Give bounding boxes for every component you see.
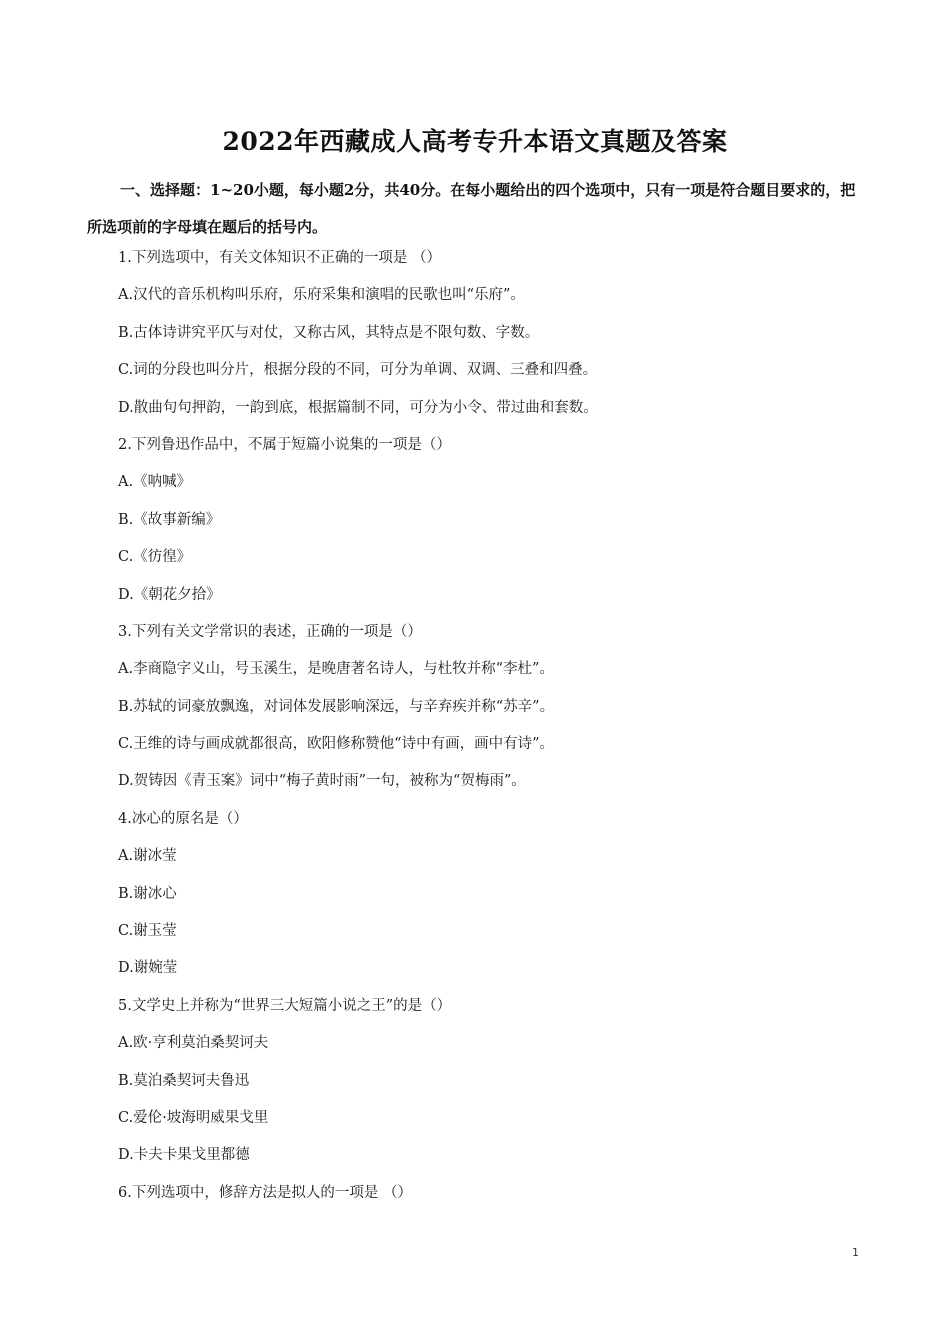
question-list (118, 244, 878, 1216)
answer-option: B.《故事新编》 (118, 511, 221, 528)
answer-option: A.汉代的音乐机构叫乐府，乐府采集和演唱的民歌也叫“乐府”。 (118, 287, 525, 304)
question-stem: 2.下列鲁迅作品中，不属于短篇小说集的一项是（） (118, 436, 451, 453)
question-stem: 5.文学史上并称为“世界三大短篇小说之王”的是（） (118, 997, 452, 1014)
answer-option: D.散曲句句押韵，一韵到底，根据篇制不同，可分为小令、带过曲和套数。 (118, 399, 598, 416)
answer-option: A.欧·亨利莫泊桑契诃夫 (118, 1035, 269, 1052)
answer-option: C.谢玉莹 (118, 923, 177, 940)
answer-option: D.贺铸因《青玉案》词中“梅子黄时雨”一句，被称为“贺梅雨”。 (118, 773, 526, 790)
question-stem: 4.冰心的原名是（） (118, 810, 248, 827)
answer-option: D.卡夫卡果戈里都德 (118, 1147, 250, 1164)
answer-option: C.《彷徨》 (118, 549, 192, 566)
answer-option: B.古体诗讲究平仄与对仗，又称古风，其特点是不限句数、字数。 (118, 324, 540, 341)
answer-option: A.《呐喊》 (118, 474, 192, 491)
answer-option: A.谢冰莹 (118, 848, 177, 865)
question-stem: 1.下列选项中，有关文体知识不正确的一项是 （） (118, 250, 441, 266)
answer-option: B.莫泊桑契诃夫鲁迅 (118, 1072, 250, 1089)
answer-option: C.词的分段也叫分片，根据分段的不同，可分为单调、双调、三叠和四叠。 (118, 362, 598, 379)
answer-option: B.苏轼的词豪放飘逸，对词体发展影响深远，与辛弃疾并称“苏辛”。 (118, 698, 555, 715)
answer-option: D.谢婉莹 (118, 960, 178, 977)
page-title: 2022年西藏成人高考专升本语文真题及答案 (222, 127, 728, 156)
page-number: 1 (852, 1246, 859, 1259)
answer-option: B.谢冰心 (118, 885, 177, 902)
answer-option: A.李商隐字义山，号玉溪生，是晚唐著名诗人，与杜牧并称“李杜”。 (118, 661, 554, 678)
question-stem: 6.下列选项中，修辞方法是拟人的一项是 （） (118, 1184, 412, 1201)
answer-option: C.王维的诗与画成就都很高，欧阳修称赞他“诗中有画，画中有诗”。 (118, 736, 555, 753)
answer-option: C.爱伦·坡海明威果戈里 (118, 1109, 269, 1126)
question-stem: 3.下列有关文学常识的表述，正确的一项是（） (118, 623, 422, 640)
answer-option: D.《朝花夕拾》 (118, 586, 221, 603)
section-instructions: 一、选择题：1~20小题，每小题2分，共40分。在每小题给出的四个选项中，只有一项是符合题目要求的，把所选项前的字母填在题后的括号内。 (87, 181, 856, 236)
